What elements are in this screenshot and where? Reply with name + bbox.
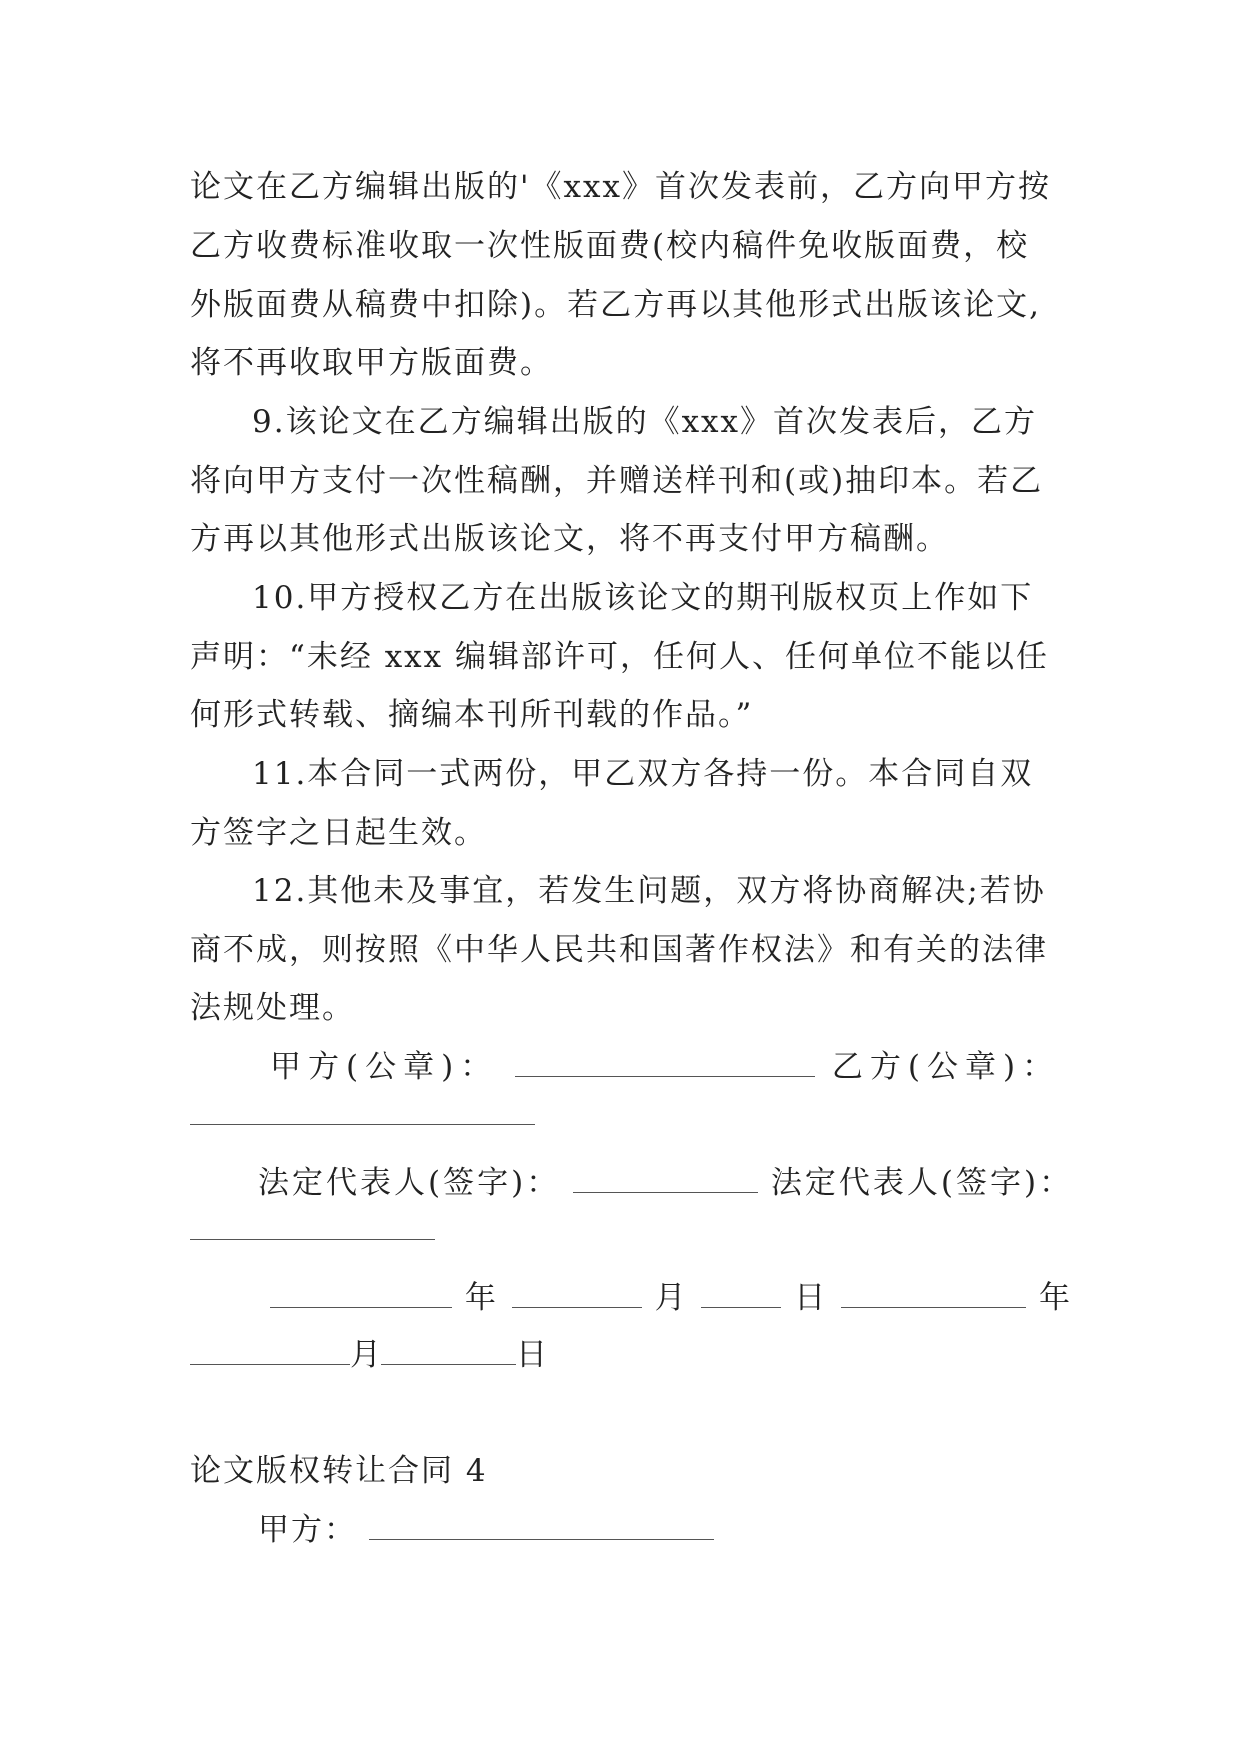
party-b-legal-rep-label: 法定代表人(签字)： xyxy=(770,1165,1074,1201)
paragraph-line: 乙方收费标准收取一次性版面费(校内稿件免收版面费，校 xyxy=(190,228,1030,264)
party-a-legal-rep-blank[interactable] xyxy=(573,1168,758,1193)
month-label: 月 xyxy=(654,1280,689,1316)
party-a-label: 甲方： xyxy=(258,1512,357,1548)
party-a-blank[interactable] xyxy=(369,1515,714,1540)
paragraph-line: 将不再收取甲方版面费。 xyxy=(190,345,553,381)
date-row-continued xyxy=(190,1335,547,1375)
clause-11-line: 11.本合同一式两份，甲乙双方各持一份。本合同自双 xyxy=(252,756,1034,792)
paragraph-line: 论文在乙方编辑出版的'《xxx》首次发表前，乙方向甲方按 xyxy=(190,169,1051,205)
seal-row xyxy=(270,1047,1060,1087)
party-b-month-blank[interactable] xyxy=(190,1340,350,1365)
section-title: 论文版权转让合同 4 xyxy=(190,1453,488,1489)
paragraph-line: 外版面费从稿费中扣除)。若乙方再以其他形式出版该论文, xyxy=(190,287,1041,323)
party-b-legal-rep-blank[interactable] xyxy=(190,1237,435,1240)
month-label: 月 xyxy=(350,1337,381,1373)
next-party-a-row xyxy=(258,1510,714,1550)
day-label: 日 xyxy=(794,1280,829,1316)
clause-11-line: 方签字之日起生效。 xyxy=(190,815,487,851)
clause-12-line: 法规处理。 xyxy=(190,990,355,1026)
clause-9-line: 9.该论文在乙方编辑出版的《xxx》首次发表后，乙方 xyxy=(252,404,1038,440)
year-label: 年 xyxy=(464,1280,499,1316)
party-b-seal-label: 乙方(公章)： xyxy=(831,1049,1061,1085)
clause-12-line: 商不成，则按照《中华人民共和国著作权法》和有关的法律 xyxy=(190,932,1048,968)
clause-9-line: 方再以其他形式出版该论文，将不再支付甲方稿酬。 xyxy=(190,521,949,557)
clause-12-line: 12.其他未及事宜，若发生问题，双方将协商解决;若协 xyxy=(252,873,1046,909)
party-a-day-blank[interactable] xyxy=(701,1283,781,1308)
day-label: 日 xyxy=(516,1337,547,1373)
party-b-year-blank[interactable] xyxy=(841,1283,1026,1308)
clause-10-line: 声明：“未经 xxx 编辑部许可，任何人、任何单位不能以任 xyxy=(190,639,1050,675)
year-label: 年 xyxy=(1039,1280,1074,1316)
party-a-month-blank[interactable] xyxy=(512,1283,642,1308)
party-b-day-blank[interactable] xyxy=(381,1340,516,1365)
party-a-seal-blank[interactable] xyxy=(515,1052,815,1077)
legal-rep-row xyxy=(258,1163,1073,1203)
clause-9-line: 将向甲方支付一次性稿酬，并赠送样刊和(或)抽印本。若乙 xyxy=(190,463,1044,499)
party-a-seal-label: 甲方(公章)： xyxy=(270,1049,499,1085)
clause-10-line: 10.甲方授权乙方在出版该论文的期刊版权页上作如下 xyxy=(252,580,1034,616)
party-a-legal-rep-label: 法定代表人(签字)： xyxy=(258,1165,561,1201)
party-a-year-blank[interactable] xyxy=(270,1283,452,1308)
clause-10-line: 何形式转载、摘编本刊所刊载的作品。” xyxy=(190,697,754,733)
party-b-seal-blank[interactable] xyxy=(190,1122,535,1125)
date-row xyxy=(270,1278,1073,1318)
